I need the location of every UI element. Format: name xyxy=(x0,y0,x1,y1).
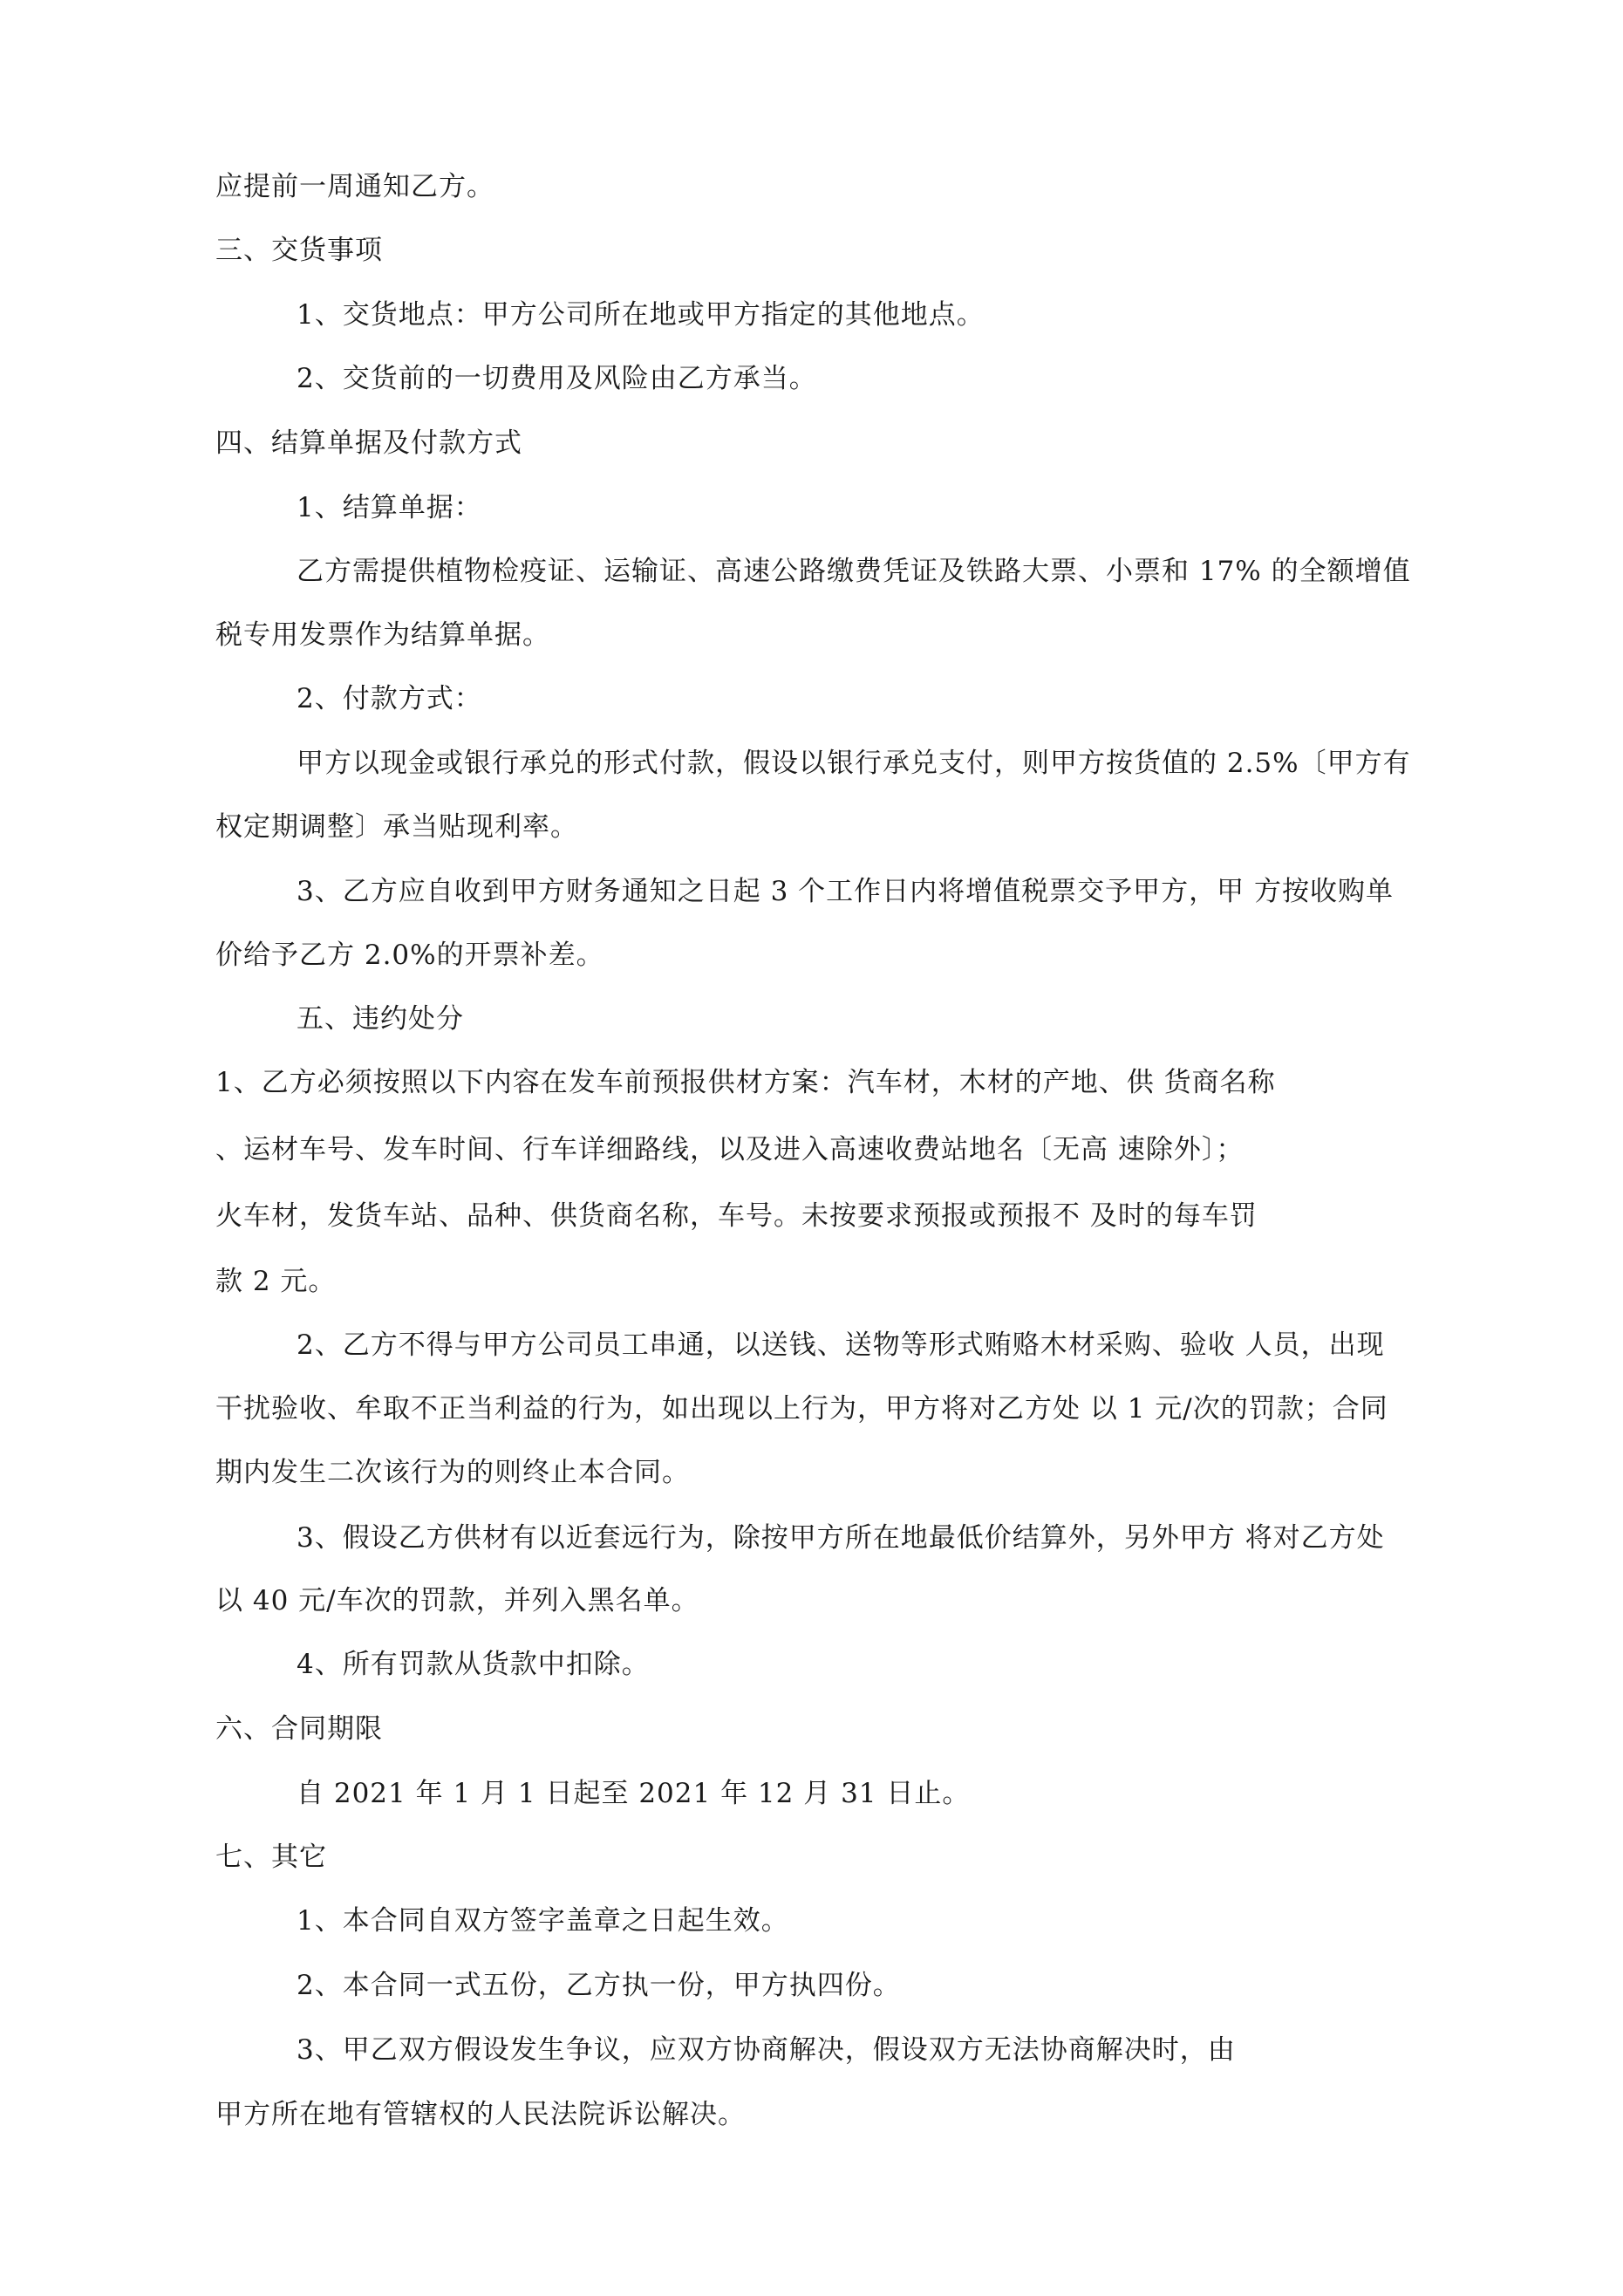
section-heading: 四、结算单据及付款方式 xyxy=(215,427,522,459)
text-line: 火车材，发货车站、品种、供货商名称，车号。未按要求预报或预报不 及时的每车罚 xyxy=(215,1200,1258,1232)
text-line: 3、假设乙方供材有以近套远行为，除按甲方所在地最低价结算外，另外甲方 将对乙方处 xyxy=(297,1522,1385,1554)
text-line: 3、乙方应自收到甲方财务通知之日起 3 个工作日内将增值税票交予甲方，甲 方按收购单 xyxy=(297,876,1395,907)
section-heading: 五、违约处分 xyxy=(297,1003,464,1035)
text-line: 2、乙方不得与甲方公司员工串通，以送钱、送物等形式贿赂木材采购、验收 人员，出现 xyxy=(297,1329,1385,1361)
text-line: 款 2 元。 xyxy=(215,1266,337,1297)
text-line: 价给予乙方 2.0%的开票补差。 xyxy=(215,940,604,971)
text-line: 1、交货地点：甲方公司所在地或甲方指定的其他地点。 xyxy=(297,299,985,331)
text-line: 干扰验收、牟取不正当利益的行为，如出现以上行为，甲方将对乙方处 以 1 元/次的罚款；合同 xyxy=(215,1393,1388,1425)
text-line: 甲方以现金或银行承兑的形式付款，假设以银行承兑支付，则甲方按货值的 2.5%〔甲方有 xyxy=(297,748,1411,779)
section-heading: 三、交货事项 xyxy=(215,235,383,266)
text-line: 权定期调整〕承当贴现利率。 xyxy=(215,811,578,843)
text-line: 4、所有罚款从货款中扣除。 xyxy=(297,1649,650,1680)
text-line: 税专用发票作为结算单据。 xyxy=(215,619,550,651)
text-line: 1、乙方必须按照以下内容在发车前预报供材方案：汽车材，木材的产地、供 货商名称 xyxy=(215,1067,1276,1098)
section-heading: 六、合同期限 xyxy=(215,1713,383,1745)
text-line: 乙方需提供植物检疫证、运输证、高速公路缴费凭证及铁路大票、小票和 17% 的全额增值 xyxy=(297,556,1411,587)
text-line: 3、甲乙双方假设发生争议，应双方协商解决，假设双方无法协商解决时，由 xyxy=(297,2034,1236,2066)
text-line: 2、付款方式： xyxy=(297,683,482,714)
section-heading: 七、其它 xyxy=(215,1842,327,1873)
text-line: 2、本合同一式五份，乙方执一份，甲方执四份。 xyxy=(297,1970,901,2001)
text-line: 2、交货前的一切费用及风险由乙方承当。 xyxy=(297,363,817,394)
text-line: 甲方所在地有管辖权的人民法院诉讼解决。 xyxy=(215,2099,746,2130)
text-line: 期内发生二次该行为的则终止本合同。 xyxy=(215,1457,690,1488)
text-line: 1、本合同自双方签字盖章之日起生效。 xyxy=(297,1905,789,1937)
text-line: 应提前一周通知乙方。 xyxy=(215,171,494,202)
text-line: 自 2021 年 1 月 1 日起至 2021 年 12 月 31 日止。 xyxy=(297,1778,971,1809)
text-line: 、运材车号、发车时间、行车详细路线，以及进入高速收费站地名〔无高 速除外〕； xyxy=(215,1134,1245,1165)
text-line: 1、结算单据： xyxy=(297,492,482,523)
text-line: 以 40 元/车次的罚款，并列入黑名单。 xyxy=(215,1585,699,1616)
